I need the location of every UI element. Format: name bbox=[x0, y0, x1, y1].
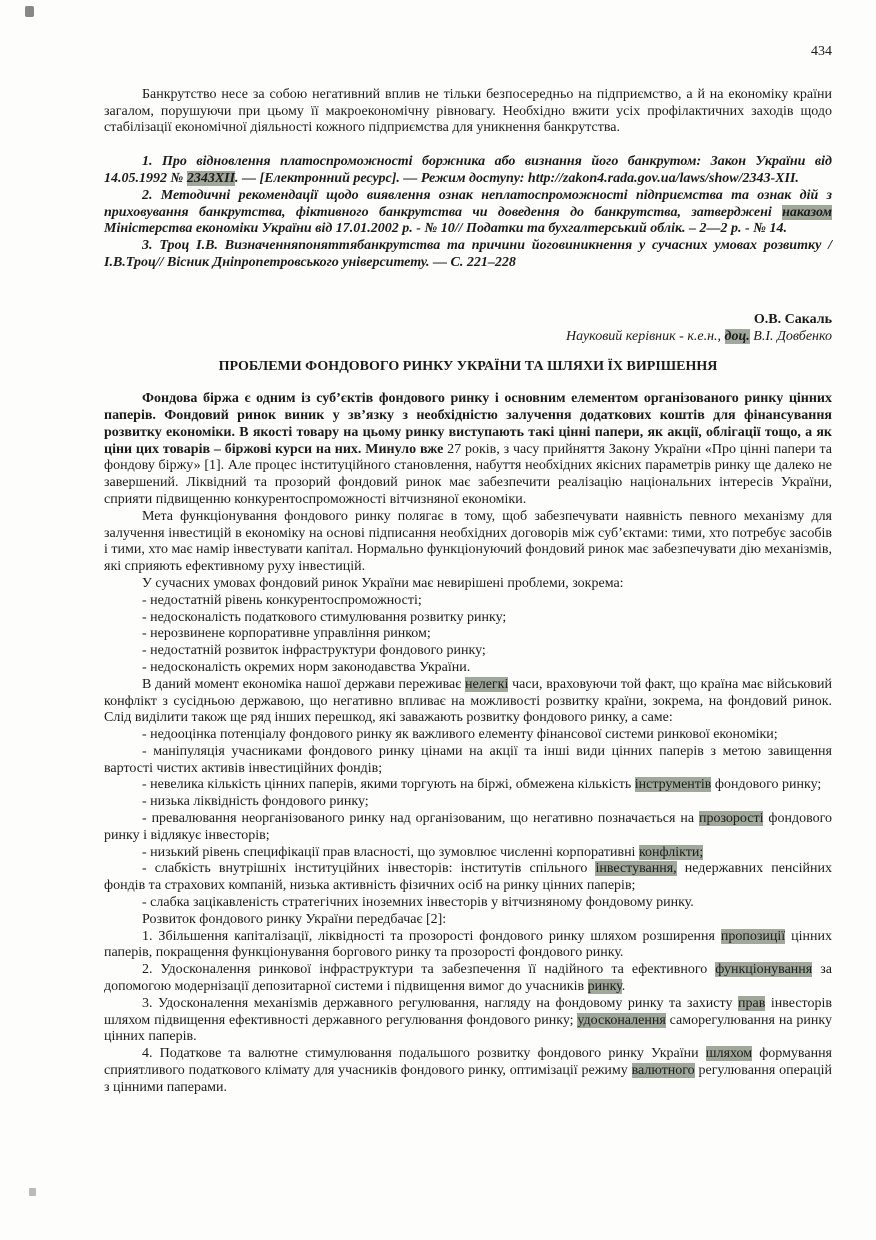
body-paragraph-4 bbox=[104, 677, 832, 727]
article-title bbox=[104, 359, 832, 376]
text-run: 4. Податкове та валютне стимулювання подальшого розвитку фондового ринку України bbox=[142, 1046, 706, 1062]
highlighted-text: функціонування bbox=[715, 962, 813, 978]
page-header bbox=[104, 44, 832, 61]
reference-3 bbox=[104, 238, 832, 272]
obstacle-item-5 bbox=[104, 811, 832, 845]
page-number: 434 bbox=[811, 44, 832, 59]
author-name bbox=[104, 312, 832, 329]
text-run: - нерозвинене корпоративне управління ринком; bbox=[142, 626, 431, 642]
text-run: - невелика кількість цінних паперів, якими торгують на біржі, обмежена кількість bbox=[142, 777, 635, 793]
problem-item-4 bbox=[104, 643, 832, 660]
highlighted-text: пропозиції bbox=[720, 928, 786, 944]
reference-2 bbox=[104, 188, 832, 238]
obstacle-item-3 bbox=[104, 777, 832, 794]
highlighted-text: удосконалення bbox=[577, 1012, 666, 1028]
highlighted-text: інвестування, bbox=[595, 861, 677, 877]
obstacle-item-2 bbox=[104, 744, 832, 778]
obstacle-item-7 bbox=[104, 861, 832, 895]
problem-item-5 bbox=[104, 660, 832, 677]
highlighted-text: прав bbox=[738, 995, 766, 1011]
text-run: саморегулювання на ринку цінних паперів. bbox=[104, 1012, 832, 1045]
text-run: Розвиток фондового ринку України передбачає [2]: bbox=[142, 911, 447, 927]
highlighted-text: інструментів bbox=[634, 777, 712, 793]
text-run: регулювання операцій з цінними паперами. bbox=[104, 1063, 832, 1095]
text-run: - низька ліквідність фондового ринку; bbox=[142, 794, 369, 810]
scan-artifact bbox=[29, 1188, 36, 1196]
obstacle-item-4 bbox=[104, 794, 832, 811]
text-run: фондового ринку; bbox=[711, 777, 822, 793]
body-paragraph-2 bbox=[104, 509, 832, 576]
text-run: - недосконалість податкового стимулювання розвитку ринку; bbox=[142, 609, 507, 625]
development-item-4 bbox=[104, 1046, 832, 1096]
text-run: - недооцінка потенціалу фондового ринку як важливого елементу фінансової системи ринкової економіки; bbox=[142, 727, 778, 743]
text-run: 1. Збільшення капіталізації, ліквідності та прозорості фондового ринку шляхом розширення bbox=[142, 928, 721, 944]
text-run: формування сприятливого податкового клімату для учасників фондового ринку, оптимізації режиму bbox=[104, 1046, 832, 1079]
text-run: Мета функціонування фондового ринку полягає в тому, щоб забезпечувати наявність певного механізму для залучення інвестицій в економіку на основі підписання необхідних договорів між суб’єктами: тими, хто потребує засобів і тими, хто має намір інвестувати капітал. Нормально функціонуючий фондовий ринок має забезпечувати дію механізмів, які сприяють ефективному руху інвестицій. bbox=[104, 508, 832, 575]
text-run: 1. Про відновлення платоспроможності боржника або визнання його банкрутом: Закон України від 14.05.1992 № bbox=[104, 154, 832, 186]
problem-item-2 bbox=[104, 610, 832, 627]
text-run: В даний момент економіка нашої держави переживає bbox=[142, 676, 465, 692]
text-run: - недостатній рівень конкурентоспроможності; bbox=[142, 592, 422, 608]
text-run: - слабкість внутрішніх інституційних інвесторів: інститутів спільного bbox=[142, 861, 596, 877]
text-run: фондового ринку і відлякує інвесторів; bbox=[104, 811, 832, 843]
text-run: Банкрутство несе за собою негативний вплив не тільки безпосередньо на підприємство, а й на економіку країни загалом, порушуючи при цьому її макроекономічну рівновагу. Необхідно вжити усіх профілактичних заходів щодо стабілізації економічної діяльності кожного підприємства для уникнення банкрутства. bbox=[104, 86, 832, 136]
problem-item-1 bbox=[104, 593, 832, 610]
text-run: О.В. Сакаль bbox=[753, 311, 832, 327]
highlighted-text: наказом bbox=[782, 204, 832, 220]
reference-1 bbox=[104, 154, 832, 188]
text-run: 3. Удосконалення механізмів державного регулювання, нагляду на фондовому ринку та захисту bbox=[142, 995, 738, 1011]
text-run: - недостатній розвиток інфраструктури фондового ринку; bbox=[142, 643, 486, 659]
text-run: В.І. Довбенко bbox=[749, 328, 832, 344]
highlighted-text: конфлікти; bbox=[638, 844, 704, 860]
page-content bbox=[104, 87, 832, 1097]
text-run: за допомогою модернізації депозитарної системи і підвищення вимог до учасників bbox=[104, 962, 832, 995]
text-run: 2. Удосконалення ринкової інфраструктури та забезпечення її надійного та ефективного bbox=[142, 962, 716, 978]
scan-artifact bbox=[25, 6, 34, 17]
text-run: цінних паперів, покращення функціонування боргового ринку та прозорості фондового ринку. bbox=[104, 928, 832, 961]
text-run: часи, враховуючи той факт, що країна має військовий конфлікт з сусідньою державою, що негативно впливає на можливості розвитку країни, зокрема, на фондовий ринок. Слід виділити також ще ряд інших перешкод, які заважають розвитку фондового ринку, а саме: bbox=[104, 676, 833, 726]
text-run: У сучасних умовах фондовий ринок України має невирішені проблеми, зокрема: bbox=[142, 575, 624, 591]
intro-paragraph bbox=[104, 87, 832, 137]
problem-item-3 bbox=[104, 626, 832, 643]
development-item-3 bbox=[104, 996, 832, 1046]
obstacle-item-8 bbox=[104, 895, 832, 912]
body-paragraph-5 bbox=[104, 912, 832, 929]
text-run: Міністерства економіки України від 17.01.2002 р. - № 10// Податки та бухгалтерський облік. – 2—2 р. - № 14. bbox=[104, 221, 788, 237]
text-run: - низький рівень специфікації прав власності, що зумовлює численні корпоративні bbox=[142, 844, 639, 860]
text-run: Науковий керівник - к.е.н., bbox=[566, 328, 725, 344]
text-run: 3. Троц І.В. Визначенняпоняттябанкрутства та причини йоговиникнення у сучасних умовах розвитку / І.В.Троц// Вісник Дніпропетровського університету. — С. 221–228 bbox=[104, 238, 832, 270]
text-run: інвесторів шляхом підвищення ефективності державного регулювання фондового ринку; bbox=[104, 995, 832, 1028]
text-run: - недосконалість окремих норм законодавства України. bbox=[142, 659, 471, 675]
obstacle-item-1 bbox=[104, 727, 832, 744]
highlighted-text: нелегкі bbox=[465, 676, 509, 692]
body-paragraph-1 bbox=[104, 391, 832, 509]
obstacle-item-6 bbox=[104, 845, 832, 862]
text-run: . — [Електронний ресурс]. — Режим доступу: http://zakon4.rada.gov.ua/laws/show/2343-XII. bbox=[235, 170, 799, 186]
author-affiliation bbox=[104, 329, 832, 346]
highlighted-text: 2343XII bbox=[186, 170, 236, 186]
text-run: - маніпуляція учасниками фондового ринку цінами на акції та інші види цінних паперів з метою завищення вартості чистих активів інвестиційних фондів; bbox=[104, 743, 832, 776]
highlighted-text: шляхом bbox=[705, 1046, 753, 1062]
development-item-1 bbox=[104, 929, 832, 963]
text-run: 27 років, з часу прийняття Закону України «Про цінні папери та фондову біржу» [1]. Але процес інституційного становлення, набуття необхідних якісних параметрів ринку ще далеко не завершений. Ліквідний та прозорий фондовий ринок має забезпечити реалізацію національних інтересів України, сприяти підвищенню конкурентоспроможності вітчизняної економіки. bbox=[104, 441, 832, 507]
highlighted-text: прозорості bbox=[698, 811, 764, 827]
development-item-2 bbox=[104, 962, 832, 996]
body-paragraph-3 bbox=[104, 576, 832, 593]
highlighted-text: ринку bbox=[587, 979, 622, 995]
text-run: - слабка зацікавленість стратегічних іноземних інвесторів у вітчизняному фондовому ринку. bbox=[142, 895, 694, 911]
text-run: ПРОБЛЕМИ ФОНДОВОГО РИНКУ УКРАЇНИ ТА ШЛЯХИ ЇХ ВИРІШЕННЯ bbox=[218, 359, 718, 375]
text-run: Фондова біржа є одним із суб’єктів фондового ринку і основним елементом організованого ринку цінних паперів. Фондовий ринок виник у зв’язку з необхідністю залучення додаткових коштів для фінансування розвитку економіки. В якості товару на цьому ринку виступають такі цінні папери, як акції, облігації тощо, а як ціни цих товарів – біржові курси на них. Минуло вже bbox=[104, 391, 832, 457]
text-run: 2. Методичні рекомендації щодо виявлення ознак неплатоспроможності підприємства та ознак дій з приховування банкрутства, фіктивного банкрутства чи доведення до банкрутства, затверджені bbox=[104, 187, 832, 220]
text-run: - превалювання неорганізованого ринку над організованим, що негативно позначається на bbox=[142, 811, 699, 827]
text-run: недержавних пенсійних фондів та страхових компаній, низька активність фізичних осіб на ринку цінних паперів; bbox=[104, 861, 833, 894]
text-run: . bbox=[621, 979, 626, 995]
highlighted-text: доц. bbox=[724, 328, 750, 344]
highlighted-text: валютного bbox=[631, 1063, 695, 1079]
